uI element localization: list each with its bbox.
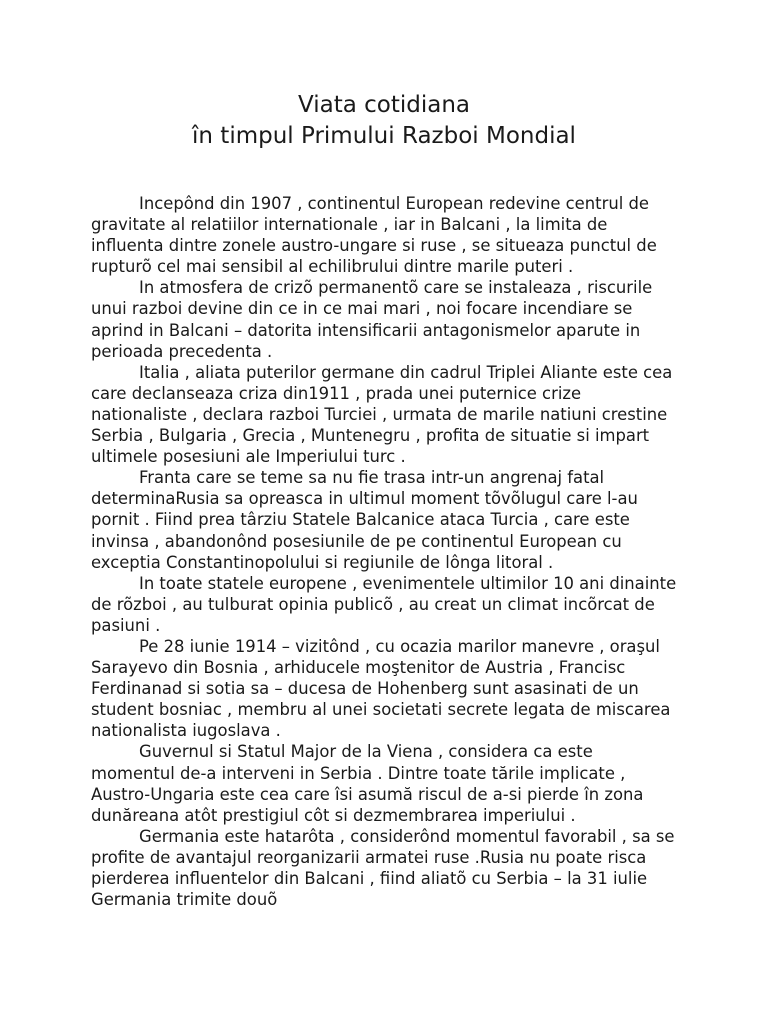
paragraph: Incepônd din 1907 , continentul European redevine centrul de gravitate al relatiilor internationale , iar in Balcani , la limita de influenta dintre zonele austro-ungare si ruse , se situeaza punctul de rupturõ cel mai sensibil al echilibrului dintre marile puteri . xyxy=(91,194,657,277)
title-line-1: Viata cotidiana xyxy=(297,92,471,118)
paragraph: Germania este hatarôta , considerônd momentul favorabil , sa se profite de avantajul reorganizarii armatei ruse .Rusia nu poate risca pierderea influentelor din Balcani , fiind aliatõ cu Serbia – la 31 iulie Germania trimite douõ xyxy=(91,826,675,910)
paragraph: Pe 28 iunie 1914 – vizitônd , cu ocazia marilor manevre , oraşul Sarayevo din Bosnia , arhiducele moştenitor de Austria , Francisc Ferdinanad si sotia sa – ducesa de Hohenberg sunt asasinati de un student bosniac , membru al unei societati secrete legata de miscarea nationalista iugoslava . xyxy=(91,636,671,741)
paragraph: In atmosfera de crizõ permanentõ care se instaleaza , riscurile unui razboi devine din ce in ce mai mari , noi focare incendiare se aprind in Balcani – datorita intensificarii antagonismelor aparute in perioada precedenta . xyxy=(91,278,653,361)
paragraph: Guvernul si Statul Major de la Viena , considera ca este momentul de-a interveni in Serbia . Dintre toate tările implicate , Austro-Ungaria este cea care îsi asumă riscul de a-si pierde în zona dunăreana atôt prestigiul côt si dezmembrarea imperiului . xyxy=(91,742,644,825)
paragraph: Franta care se teme sa nu fie trasa intr-un angrenaj fatal determinaRusia sa opreasca in ultimul moment tõvõlugul care l-au pornit . Fiind prea târziu Statele Balcanice ataca Turcia , care este invinsa , abandonônd posesiunile de pe continentul European cu exceptia Constantinopolului si regiunile de lônga litoral . xyxy=(91,468,638,572)
document-body xyxy=(91,193,681,910)
title-line-2: în timpul Primului Razboi Mondial xyxy=(192,123,576,149)
paragraph: Italia , aliata puterilor germane din cadrul Triplei Aliante este cea care declanseaza criza din1911 , prada unei puternice crize nationaliste , declara razboi Turciei , urmata de marile natiuni crestine Serbia , Bulgaria , Grecia , Muntenegru , profita de situatie si impart ultimele posesiuni ale Imperiului turc . xyxy=(91,362,673,467)
paragraph: In toate statele europene , evenimentele ultimilor 10 ani dinainte de rõzboi , au tulburat opinia publicõ , au creat un climat incõrcat de pasiuni . xyxy=(91,573,677,635)
document-title xyxy=(0,90,768,152)
